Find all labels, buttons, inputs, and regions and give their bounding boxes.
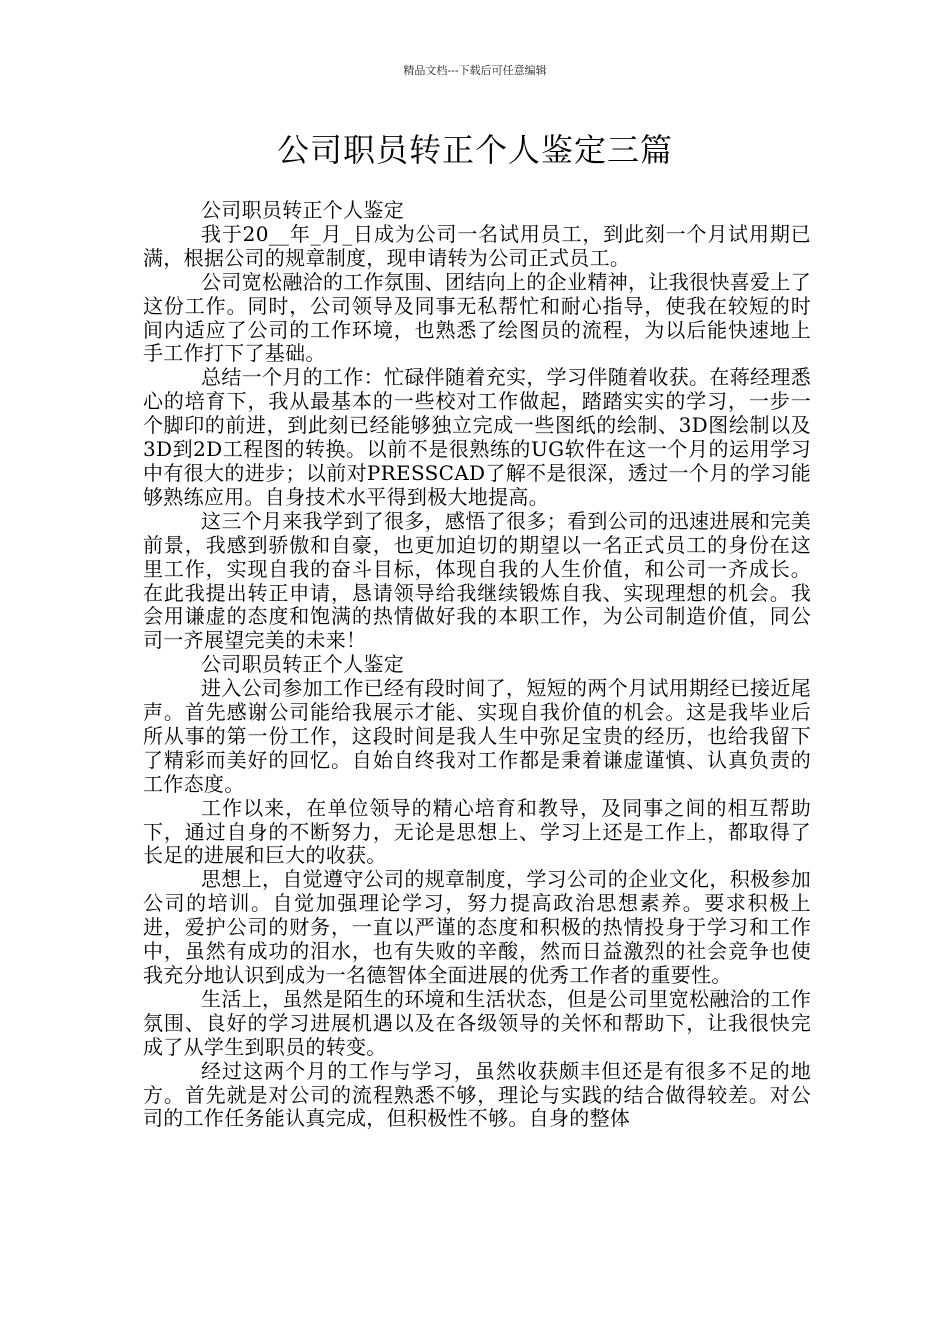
section-heading-2: 公司职员转正个人鉴定: [201, 652, 404, 677]
paragraph: 我于20__年_月_日成为公司一名试用员工，到此刻一个月试用期已满，根据公司的规章制度，现申请转为公司正式员工。: [143, 221, 811, 270]
paragraph: 生活上，虽然是陌生的环境和生活状态，但是公司里宽松融洽的工作氛围、良好的学习进展机遇以及在各级领导的关怀和帮助下，让我很快完成了从学生到职员的转变。: [143, 986, 811, 1059]
paragraph: 思想上，自觉遵守公司的规章制度，学习公司的企业文化，积极参加公司的培训。自觉加强理论学习，努力提高政治思想素养。要求积极上进，爱护公司的财务，一直以严谨的态度和积极的热情投身于学习和工作中，虽然有成功的泪水，也有失败的辛酸，然而日益激烈的社会竞争也使我充分地认识到成为一名德智体全面进展的优秀工作者的重要性。: [143, 867, 811, 987]
paragraph: 进入公司参加工作已经有段时间了，短短的两个月试用期经已接近尾声。首先感谢公司能给我展示才能、实现自我价值的机会。这是我毕业后所从事的第一份工作，这段时间是我人生中弥足宝贵的经历，也给我留下了精彩而美好的回忆。自始自终我对工作都是秉着谦虚谨慎、认真负责的工作态度。: [143, 676, 811, 796]
paragraph: 工作以来，在单位领导的精心培育和教导，及同事之间的相互帮助下，通过自身的不断努力，无论是思想上、学习上还是工作上，都取得了长足的进展和巨大的收获。: [143, 795, 811, 868]
paragraph: 总结一个月的工作：忙碌伴随着充实，学习伴随着收获。在蒋经理悉心的培育下，我从最基本的一些校对工作做起，踏踏实实的学习，一步一个脚印的前进，到此刻已经能够独立完成一些图纸的绘制、3D图绘制以及3D到2D工程图的转换。以前不是很熟练的UG软件在这一个月的运用学习中有很大的进步；以前对PRESSCAD了解不是很深，透过一个月的学习能够熟练应用。自身技术水平得到极大地提高。: [143, 365, 811, 509]
section-heading-1: 公司职员转正个人鉴定: [201, 198, 404, 222]
document-title: 公司职员转正个人鉴定三篇: [276, 131, 673, 169]
paragraph: 这三个月来我学到了很多，感悟了很多；看到公司的迅速进展和完美前景，我感到骄傲和自豪，也更加迫切的期望以一名正式员工的身份在这里工作，实现自我的奋斗目标，体现自我的人生价值，和公司一齐成长。在此我提出转正申请，恳请领导给我继续锻炼自我、实现理想的机会。我会用谦虚的态度和饱满的热情做好我的本职工作，为公司制造价值，同公司一齐展望完美的未来！: [143, 508, 811, 653]
document-body: [143, 199, 811, 1131]
header-note: 精品文档---下载后可任意编辑: [403, 64, 547, 77]
paragraph: 公司宽松融洽的工作氛围、团结向上的企业精神，让我很快喜爱上了这份工作。同时，公司领导及同事无私帮忙和耐心指导，使我在较短的时间内适应了公司的工作环境，也熟悉了绘图员的流程，为以后能快速地上手工作打下了基础。: [143, 269, 811, 366]
paragraph: 经过这两个月的工作与学习，虽然收获颇丰但还是有很多不足的地方。首先就是对公司的流程熟悉不够，理论与实践的结合做得较差。对公司的工作任务能认真完成，但积极性不够。自身的整体: [143, 1058, 811, 1131]
